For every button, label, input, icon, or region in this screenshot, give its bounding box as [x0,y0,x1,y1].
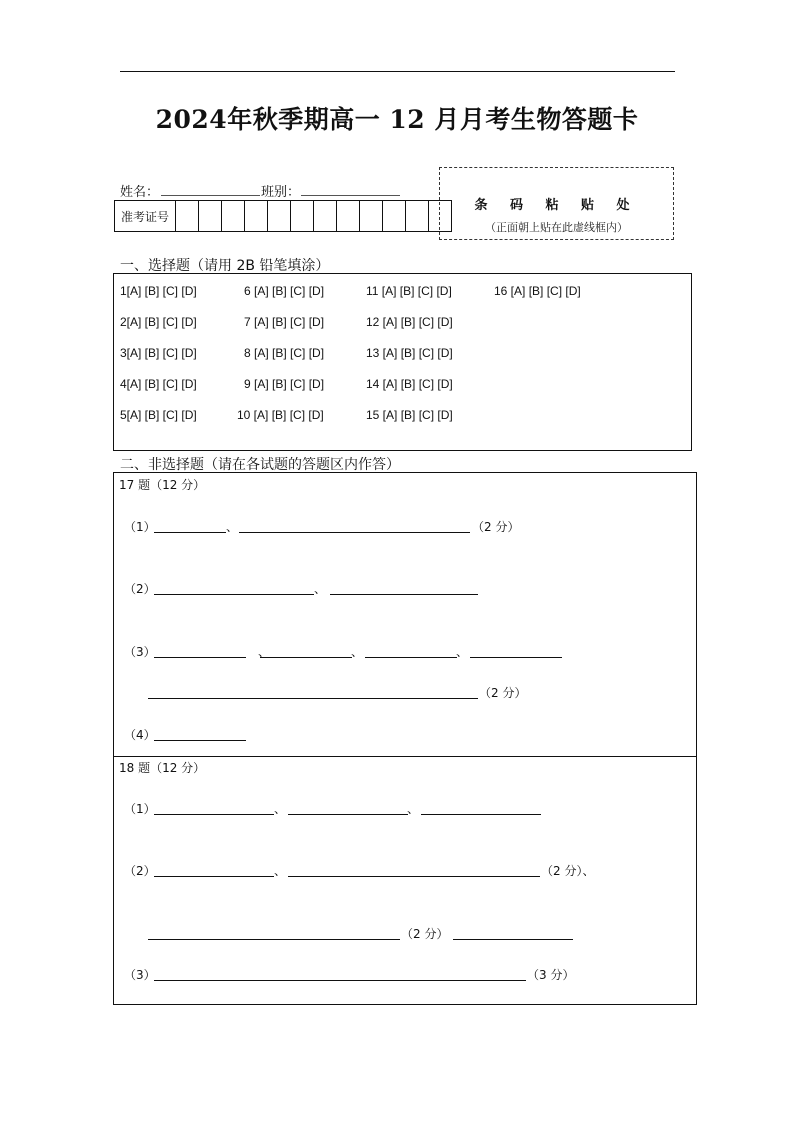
barcode-area [439,167,674,240]
exam-id-label: 准考证号 [115,201,176,231]
answer-line[interactable] [470,657,562,658]
q17-part-1-label: （1） [124,520,156,534]
exam-id-cell[interactable] [360,201,383,231]
section2-heading: 二、非选择题（请在各试题的答题区内作答） [120,457,400,473]
exam-id-cell[interactable] [291,201,314,231]
answer-line[interactable] [154,740,246,741]
choice-item[interactable]: 9 [A] [B] [C] [D] [244,377,325,391]
barcode-title: 条 码 粘 贴 处 [474,198,639,213]
class-label: 班别： [261,185,301,200]
answer-line[interactable] [154,980,526,981]
page-title: 2024年秋季期高一 12 月月考生物答题卡 [155,105,639,134]
answer-line[interactable] [148,939,400,940]
exam-id-cell[interactable] [268,201,291,231]
name-field[interactable] [161,195,260,196]
separator: 、 [258,645,271,659]
q18-part-2-label: （2） [124,864,156,878]
answer-line[interactable] [154,594,314,595]
score-note: （2 分） [472,520,520,534]
answer-line[interactable] [148,698,478,699]
answer-line[interactable] [154,532,226,533]
choice-item[interactable]: 14 [A] [B] [C] [D] [366,377,453,391]
answer-line[interactable] [365,657,457,658]
exam-id-table [114,200,452,232]
score-note: （2 分）、 [541,864,595,878]
answer-line[interactable] [421,814,541,815]
barcode-hint: （正面朝上贴在此虚线框内） [485,221,628,234]
answer-line[interactable] [330,594,478,595]
name-label: 姓名： [120,185,160,200]
q18-part-1-label: （1） [124,802,156,816]
choice-item[interactable]: 12 [A] [B] [C] [D] [366,315,453,329]
choice-item[interactable]: 11 [A] [B] [C] [D] [366,284,452,298]
q18-part-3-label: （3） [124,968,156,982]
section1-heading: 一、选择题（请用 2B 铅笔填涂） [120,258,330,274]
exam-id-cell[interactable] [314,201,337,231]
choice-item[interactable]: 2[A] [B] [C] [D] [120,315,197,329]
q18-box [113,756,697,1005]
q17-part-2-label: （2） [124,582,156,596]
top-rule [120,71,675,72]
choice-item[interactable]: 1[A] [B] [C] [D] [120,284,197,298]
answer-line[interactable] [260,657,352,658]
exam-id-cell[interactable] [222,201,245,231]
exam-id-cell[interactable] [176,201,199,231]
answer-line[interactable] [239,532,470,533]
q17-part-4-label: （4） [124,728,156,742]
exam-id-cell[interactable] [245,201,268,231]
choice-item[interactable]: 3[A] [B] [C] [D] [120,346,197,360]
separator: 、 [407,802,420,816]
choice-item[interactable]: 7 [A] [B] [C] [D] [244,315,325,329]
answer-line[interactable] [154,814,274,815]
exam-id-cell[interactable] [406,201,429,231]
choice-item[interactable]: 15 [A] [B] [C] [D] [366,408,453,422]
separator: 、 [314,582,327,596]
choice-item[interactable]: 4[A] [B] [C] [D] [120,377,197,391]
choice-box [113,273,692,451]
separator: 、 [351,645,364,659]
q17-part-3-label: （3） [124,645,156,659]
answer-line[interactable] [154,876,274,877]
answer-line[interactable] [288,814,408,815]
choice-item[interactable]: 6 [A] [B] [C] [D] [244,284,325,298]
answer-line[interactable] [288,876,540,877]
q18-title: 18 题（12 分） [119,761,206,775]
score-note: （3 分） [527,968,575,982]
answer-line[interactable] [453,939,573,940]
score-note: （2 分） [401,927,449,941]
choice-item[interactable]: 16 [A] [B] [C] [D] [494,284,581,298]
q17-box [113,472,697,757]
separator: 、 [274,802,287,816]
separator: 、 [226,520,239,534]
exam-id-cell[interactable] [383,201,406,231]
separator: 、 [456,645,469,659]
choice-item[interactable]: 5[A] [B] [C] [D] [120,408,197,422]
choice-item[interactable]: 13 [A] [B] [C] [D] [366,346,453,360]
choice-item[interactable]: 10 [A] [B] [C] [D] [237,408,324,422]
class-field[interactable] [301,195,400,196]
exam-id-cell[interactable] [337,201,360,231]
q17-title: 17 题（12 分） [119,478,206,492]
exam-id-cell[interactable] [199,201,222,231]
choice-item[interactable]: 8 [A] [B] [C] [D] [244,346,325,360]
answer-line[interactable] [154,657,246,658]
separator: 、 [274,864,287,878]
score-note: （2 分） [479,686,527,700]
